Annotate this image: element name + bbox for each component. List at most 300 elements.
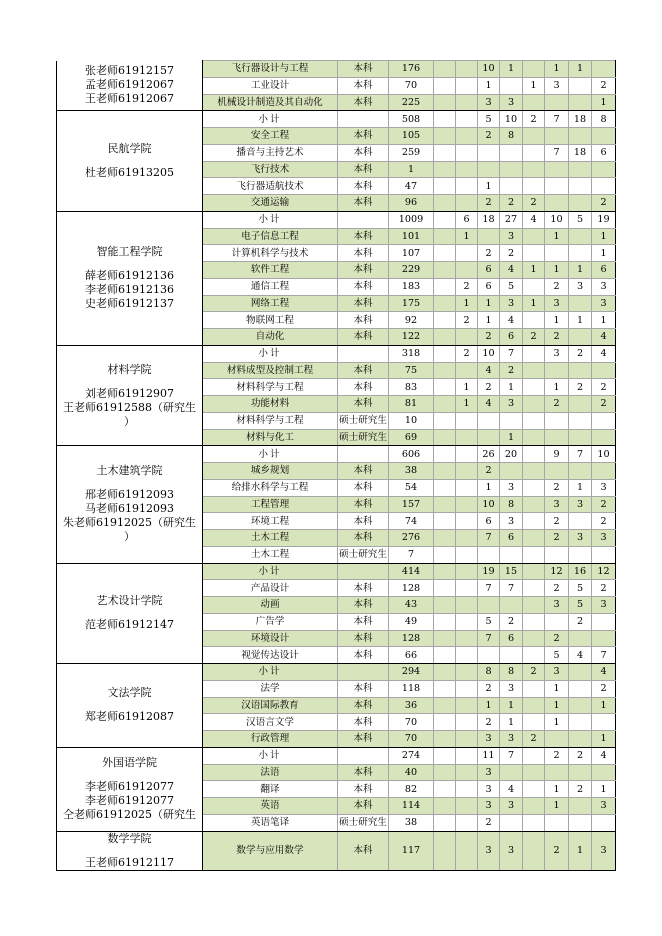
count-cell bbox=[523, 647, 545, 664]
count-cell bbox=[523, 94, 545, 111]
unit-cell bbox=[57, 563, 203, 664]
count-cell bbox=[434, 178, 456, 195]
count-cell bbox=[456, 429, 478, 446]
count-cell: 7 bbox=[500, 345, 523, 362]
count-cell: 2 bbox=[500, 245, 523, 262]
subtotal-row bbox=[57, 446, 616, 463]
total-cell: 69 bbox=[389, 429, 434, 446]
major-cell: 小计 bbox=[203, 664, 338, 681]
unit-contact: 王老师61912067 bbox=[85, 92, 174, 106]
count-cell: 12 bbox=[592, 563, 616, 580]
count-cell bbox=[456, 94, 478, 111]
major-cell: 法语 bbox=[203, 764, 338, 781]
level-cell: 本科 bbox=[338, 278, 389, 295]
count-cell bbox=[500, 764, 523, 781]
count-cell bbox=[523, 463, 545, 480]
total-cell: 122 bbox=[389, 329, 434, 346]
count-cell: 7 bbox=[592, 647, 616, 664]
major-cell: 播音与主持艺术 bbox=[203, 144, 338, 161]
count-cell bbox=[523, 429, 545, 446]
major-cell: 法学 bbox=[203, 680, 338, 697]
count-cell bbox=[523, 831, 545, 870]
count-cell: 2 bbox=[523, 195, 545, 212]
count-cell: 19 bbox=[592, 211, 616, 228]
unit-contact: ） bbox=[124, 530, 135, 544]
count-cell: 1 bbox=[456, 228, 478, 245]
major-cell: 英语 bbox=[203, 798, 338, 815]
count-cell bbox=[500, 546, 523, 563]
total-cell: 117 bbox=[389, 831, 434, 870]
count-cell: 8 bbox=[500, 128, 523, 145]
count-cell bbox=[523, 345, 545, 362]
count-cell bbox=[569, 412, 592, 429]
unit-contact: ） bbox=[124, 414, 135, 428]
count-cell bbox=[456, 262, 478, 279]
count-cell: 3 bbox=[592, 798, 616, 815]
total-cell: 229 bbox=[389, 262, 434, 279]
unit-contact: 范老师61912147 bbox=[85, 618, 174, 632]
total-cell: 83 bbox=[389, 379, 434, 396]
count-cell: 2 bbox=[478, 195, 500, 212]
count-cell: 2 bbox=[592, 195, 616, 212]
count-cell bbox=[523, 412, 545, 429]
level-cell: 本科 bbox=[338, 262, 389, 279]
total-cell: 82 bbox=[389, 781, 434, 798]
major-cell: 飞行技术 bbox=[203, 161, 338, 178]
count-cell bbox=[434, 262, 456, 279]
count-cell bbox=[456, 697, 478, 714]
major-cell: 环境设计 bbox=[203, 630, 338, 647]
count-cell bbox=[434, 144, 456, 161]
count-cell: 2 bbox=[545, 747, 569, 764]
count-cell: 15 bbox=[500, 563, 523, 580]
unit-name: 数学学院 bbox=[107, 831, 152, 845]
major-cell: 工业设计 bbox=[203, 77, 338, 94]
count-cell bbox=[456, 613, 478, 630]
count-cell: 4 bbox=[592, 664, 616, 681]
count-cell bbox=[569, 714, 592, 731]
major-cell: 行政管理 bbox=[203, 731, 338, 748]
count-cell: 6 bbox=[478, 262, 500, 279]
count-cell bbox=[434, 764, 456, 781]
subtotal-row bbox=[57, 345, 616, 362]
count-cell bbox=[434, 278, 456, 295]
count-cell: 7 bbox=[569, 446, 592, 463]
count-cell bbox=[523, 714, 545, 731]
count-cell bbox=[434, 128, 456, 145]
count-cell bbox=[569, 295, 592, 312]
count-cell bbox=[545, 178, 569, 195]
table-row bbox=[57, 61, 616, 78]
count-cell bbox=[523, 379, 545, 396]
count-cell bbox=[456, 446, 478, 463]
unit-name: 智能工程学院 bbox=[96, 245, 163, 259]
count-cell: 2 bbox=[569, 781, 592, 798]
total-cell: 7 bbox=[389, 546, 434, 563]
count-cell bbox=[456, 245, 478, 262]
count-cell: 5 bbox=[478, 613, 500, 630]
count-cell bbox=[523, 513, 545, 530]
count-cell: 2 bbox=[478, 379, 500, 396]
count-cell: 1 bbox=[592, 781, 616, 798]
count-cell bbox=[456, 630, 478, 647]
count-cell bbox=[456, 77, 478, 94]
total-cell: 54 bbox=[389, 479, 434, 496]
count-cell bbox=[456, 362, 478, 379]
count-cell bbox=[523, 228, 545, 245]
count-cell bbox=[523, 697, 545, 714]
count-cell: 4 bbox=[592, 329, 616, 346]
count-cell: 2 bbox=[545, 831, 569, 870]
count-cell: 2 bbox=[569, 379, 592, 396]
count-cell: 6 bbox=[500, 329, 523, 346]
count-cell: 5 bbox=[569, 211, 592, 228]
total-cell: 114 bbox=[389, 798, 434, 815]
count-cell: 2 bbox=[545, 329, 569, 346]
count-cell: 1 bbox=[569, 61, 592, 78]
count-cell: 8 bbox=[478, 664, 500, 681]
count-cell: 3 bbox=[500, 513, 523, 530]
count-cell bbox=[569, 161, 592, 178]
count-cell: 3 bbox=[545, 664, 569, 681]
count-cell: 7 bbox=[500, 580, 523, 597]
count-cell bbox=[545, 546, 569, 563]
unit-contact: 史老师61912137 bbox=[85, 297, 174, 311]
major-cell: 环境工程 bbox=[203, 513, 338, 530]
count-cell bbox=[523, 563, 545, 580]
total-cell: 75 bbox=[389, 362, 434, 379]
count-cell: 9 bbox=[545, 446, 569, 463]
total-cell: 274 bbox=[389, 747, 434, 764]
count-cell bbox=[434, 61, 456, 78]
count-cell bbox=[434, 345, 456, 362]
level-cell bbox=[338, 664, 389, 681]
count-cell: 1 bbox=[545, 379, 569, 396]
count-cell bbox=[456, 831, 478, 870]
total-cell: 49 bbox=[389, 613, 434, 630]
count-cell: 2 bbox=[592, 680, 616, 697]
count-cell bbox=[434, 664, 456, 681]
count-cell: 4 bbox=[592, 747, 616, 764]
total-cell: 43 bbox=[389, 597, 434, 614]
total-cell: 606 bbox=[389, 446, 434, 463]
count-cell bbox=[545, 94, 569, 111]
subtotal-row bbox=[57, 747, 616, 764]
count-cell: 3 bbox=[545, 295, 569, 312]
count-cell: 7 bbox=[500, 747, 523, 764]
count-cell bbox=[500, 814, 523, 831]
count-cell bbox=[434, 446, 456, 463]
count-cell bbox=[569, 178, 592, 195]
count-cell: 2 bbox=[523, 664, 545, 681]
unit-contact: 朱老师61912025（研究生 bbox=[63, 516, 196, 530]
count-cell: 2 bbox=[456, 278, 478, 295]
total-cell: 38 bbox=[389, 463, 434, 480]
count-cell bbox=[456, 580, 478, 597]
count-cell bbox=[434, 396, 456, 413]
count-cell: 1 bbox=[592, 94, 616, 111]
total-cell: 157 bbox=[389, 496, 434, 513]
count-cell: 3 bbox=[478, 94, 500, 111]
level-cell: 本科 bbox=[338, 128, 389, 145]
table-row bbox=[57, 831, 616, 870]
count-cell bbox=[434, 496, 456, 513]
count-cell bbox=[569, 429, 592, 446]
count-cell bbox=[434, 747, 456, 764]
count-cell: 1 bbox=[478, 77, 500, 94]
count-cell bbox=[434, 798, 456, 815]
count-cell: 6 bbox=[500, 530, 523, 547]
count-cell: 2 bbox=[478, 814, 500, 831]
major-cell: 飞行器设计与工程 bbox=[203, 61, 338, 78]
count-cell bbox=[434, 513, 456, 530]
count-cell bbox=[592, 714, 616, 731]
count-cell: 3 bbox=[500, 831, 523, 870]
count-cell: 2 bbox=[478, 128, 500, 145]
count-cell bbox=[523, 747, 545, 764]
count-cell: 10 bbox=[478, 496, 500, 513]
count-cell: 2 bbox=[478, 463, 500, 480]
count-cell bbox=[545, 161, 569, 178]
count-cell bbox=[523, 61, 545, 78]
count-cell bbox=[456, 798, 478, 815]
count-cell: 8 bbox=[500, 496, 523, 513]
count-cell: 1 bbox=[592, 312, 616, 329]
total-cell: 175 bbox=[389, 295, 434, 312]
subtotal-row bbox=[57, 664, 616, 681]
level-cell bbox=[338, 345, 389, 362]
count-cell bbox=[456, 144, 478, 161]
count-cell bbox=[523, 496, 545, 513]
major-cell: 汉语言文学 bbox=[203, 714, 338, 731]
count-cell bbox=[523, 128, 545, 145]
total-cell: 128 bbox=[389, 580, 434, 597]
level-cell: 本科 bbox=[338, 580, 389, 597]
count-cell: 3 bbox=[500, 228, 523, 245]
count-cell bbox=[592, 429, 616, 446]
count-cell bbox=[456, 111, 478, 128]
count-cell: 2 bbox=[500, 613, 523, 630]
count-cell bbox=[569, 798, 592, 815]
count-cell bbox=[523, 814, 545, 831]
table-body bbox=[57, 61, 616, 871]
count-cell bbox=[478, 161, 500, 178]
count-cell bbox=[456, 178, 478, 195]
count-cell bbox=[523, 312, 545, 329]
level-cell: 本科 bbox=[338, 329, 389, 346]
count-cell bbox=[456, 664, 478, 681]
count-cell: 2 bbox=[545, 530, 569, 547]
count-cell bbox=[592, 128, 616, 145]
total-cell: 294 bbox=[389, 664, 434, 681]
count-cell bbox=[456, 747, 478, 764]
level-cell: 本科 bbox=[338, 831, 389, 870]
count-cell: 5 bbox=[569, 597, 592, 614]
count-cell bbox=[434, 546, 456, 563]
total-cell: 128 bbox=[389, 630, 434, 647]
major-cell: 小计 bbox=[203, 563, 338, 580]
level-cell: 本科 bbox=[338, 228, 389, 245]
count-cell: 7 bbox=[545, 144, 569, 161]
total-cell: 36 bbox=[389, 697, 434, 714]
count-cell bbox=[456, 764, 478, 781]
count-cell: 2 bbox=[592, 580, 616, 597]
count-cell bbox=[456, 714, 478, 731]
level-cell: 硕士研究生 bbox=[338, 814, 389, 831]
count-cell bbox=[434, 714, 456, 731]
count-cell: 2 bbox=[569, 345, 592, 362]
count-cell bbox=[434, 245, 456, 262]
count-cell: 19 bbox=[478, 563, 500, 580]
count-cell: 1 bbox=[478, 295, 500, 312]
count-cell bbox=[592, 630, 616, 647]
count-cell bbox=[456, 463, 478, 480]
count-cell: 4 bbox=[478, 362, 500, 379]
count-cell: 2 bbox=[456, 312, 478, 329]
count-cell bbox=[434, 329, 456, 346]
level-cell: 本科 bbox=[338, 714, 389, 731]
unit-contact: 薛老师61912136 bbox=[85, 269, 174, 283]
count-cell: 26 bbox=[478, 446, 500, 463]
level-cell: 本科 bbox=[338, 195, 389, 212]
count-cell bbox=[478, 429, 500, 446]
unit-cell bbox=[57, 831, 203, 870]
count-cell bbox=[569, 94, 592, 111]
count-cell bbox=[569, 764, 592, 781]
count-cell bbox=[456, 496, 478, 513]
count-cell: 20 bbox=[500, 446, 523, 463]
count-cell bbox=[456, 412, 478, 429]
count-cell: 1 bbox=[545, 262, 569, 279]
count-cell bbox=[456, 513, 478, 530]
total-cell: 508 bbox=[389, 111, 434, 128]
level-cell: 本科 bbox=[338, 295, 389, 312]
unit-contact: 孟老师61912067 bbox=[85, 78, 174, 92]
total-cell: 183 bbox=[389, 278, 434, 295]
count-cell: 7 bbox=[478, 630, 500, 647]
count-cell: 4 bbox=[523, 211, 545, 228]
count-cell bbox=[545, 245, 569, 262]
count-cell: 6 bbox=[592, 144, 616, 161]
count-cell: 3 bbox=[478, 831, 500, 870]
count-cell bbox=[478, 546, 500, 563]
level-cell: 硕士研究生 bbox=[338, 429, 389, 446]
total-cell: 318 bbox=[389, 345, 434, 362]
count-cell: 2 bbox=[523, 329, 545, 346]
count-cell: 1 bbox=[545, 798, 569, 815]
major-cell: 软件工程 bbox=[203, 262, 338, 279]
count-cell bbox=[523, 546, 545, 563]
level-cell: 本科 bbox=[338, 697, 389, 714]
count-cell bbox=[592, 814, 616, 831]
count-cell: 1 bbox=[545, 228, 569, 245]
subtotal-row bbox=[57, 563, 616, 580]
count-cell bbox=[569, 228, 592, 245]
count-cell: 2 bbox=[545, 278, 569, 295]
count-cell bbox=[434, 814, 456, 831]
major-cell: 机械设计制造及其自动化 bbox=[203, 94, 338, 111]
count-cell: 1 bbox=[545, 714, 569, 731]
level-cell: 本科 bbox=[338, 630, 389, 647]
count-cell bbox=[434, 111, 456, 128]
count-cell: 5 bbox=[569, 580, 592, 597]
count-cell: 5 bbox=[500, 278, 523, 295]
unit-contact: 邢老师61912093 bbox=[85, 488, 174, 502]
level-cell: 本科 bbox=[338, 463, 389, 480]
count-cell: 1 bbox=[545, 781, 569, 798]
count-cell bbox=[456, 546, 478, 563]
unit-contact: 刘老师61912907 bbox=[85, 386, 174, 400]
major-cell: 土木工程 bbox=[203, 546, 338, 563]
count-cell: 1 bbox=[592, 228, 616, 245]
major-cell: 小计 bbox=[203, 446, 338, 463]
count-cell: 3 bbox=[500, 295, 523, 312]
count-cell: 1 bbox=[500, 379, 523, 396]
unit-contact: 杜老师61913205 bbox=[85, 166, 174, 179]
count-cell: 2 bbox=[523, 111, 545, 128]
count-cell: 3 bbox=[500, 731, 523, 748]
count-cell bbox=[434, 362, 456, 379]
count-cell: 6 bbox=[456, 211, 478, 228]
total-cell: 414 bbox=[389, 563, 434, 580]
count-cell: 2 bbox=[592, 77, 616, 94]
count-cell: 3 bbox=[478, 731, 500, 748]
count-cell bbox=[569, 664, 592, 681]
count-cell: 10 bbox=[500, 111, 523, 128]
count-cell bbox=[545, 362, 569, 379]
major-cell: 小计 bbox=[203, 747, 338, 764]
count-cell: 1 bbox=[569, 831, 592, 870]
total-cell: 81 bbox=[389, 396, 434, 413]
total-cell: 101 bbox=[389, 228, 434, 245]
count-cell bbox=[523, 597, 545, 614]
unit-cell bbox=[57, 211, 203, 345]
unit-contact: 王老师61912588（研究生 bbox=[63, 400, 196, 414]
level-cell: 硕士研究生 bbox=[338, 546, 389, 563]
count-cell: 1 bbox=[456, 396, 478, 413]
count-cell bbox=[434, 195, 456, 212]
major-cell: 计算机科学与技术 bbox=[203, 245, 338, 262]
total-cell: 96 bbox=[389, 195, 434, 212]
major-cell: 广告学 bbox=[203, 613, 338, 630]
count-cell bbox=[478, 597, 500, 614]
count-cell bbox=[569, 680, 592, 697]
count-cell bbox=[592, 463, 616, 480]
count-cell: 3 bbox=[545, 496, 569, 513]
count-cell bbox=[523, 362, 545, 379]
count-cell: 2 bbox=[500, 195, 523, 212]
total-cell: 225 bbox=[389, 94, 434, 111]
unit-contact: 张老师61912157 bbox=[85, 64, 174, 78]
count-cell bbox=[456, 530, 478, 547]
count-cell bbox=[434, 697, 456, 714]
count-cell: 3 bbox=[592, 597, 616, 614]
count-cell: 1 bbox=[545, 312, 569, 329]
count-cell bbox=[592, 362, 616, 379]
count-cell: 1 bbox=[592, 731, 616, 748]
count-cell bbox=[434, 731, 456, 748]
count-cell bbox=[545, 429, 569, 446]
unit-cell bbox=[57, 345, 203, 446]
total-cell: 66 bbox=[389, 647, 434, 664]
major-cell: 工程管理 bbox=[203, 496, 338, 513]
level-cell bbox=[338, 211, 389, 228]
count-cell bbox=[569, 731, 592, 748]
level-cell: 本科 bbox=[338, 647, 389, 664]
total-cell: 40 bbox=[389, 764, 434, 781]
count-cell: 1 bbox=[545, 61, 569, 78]
count-cell bbox=[434, 161, 456, 178]
